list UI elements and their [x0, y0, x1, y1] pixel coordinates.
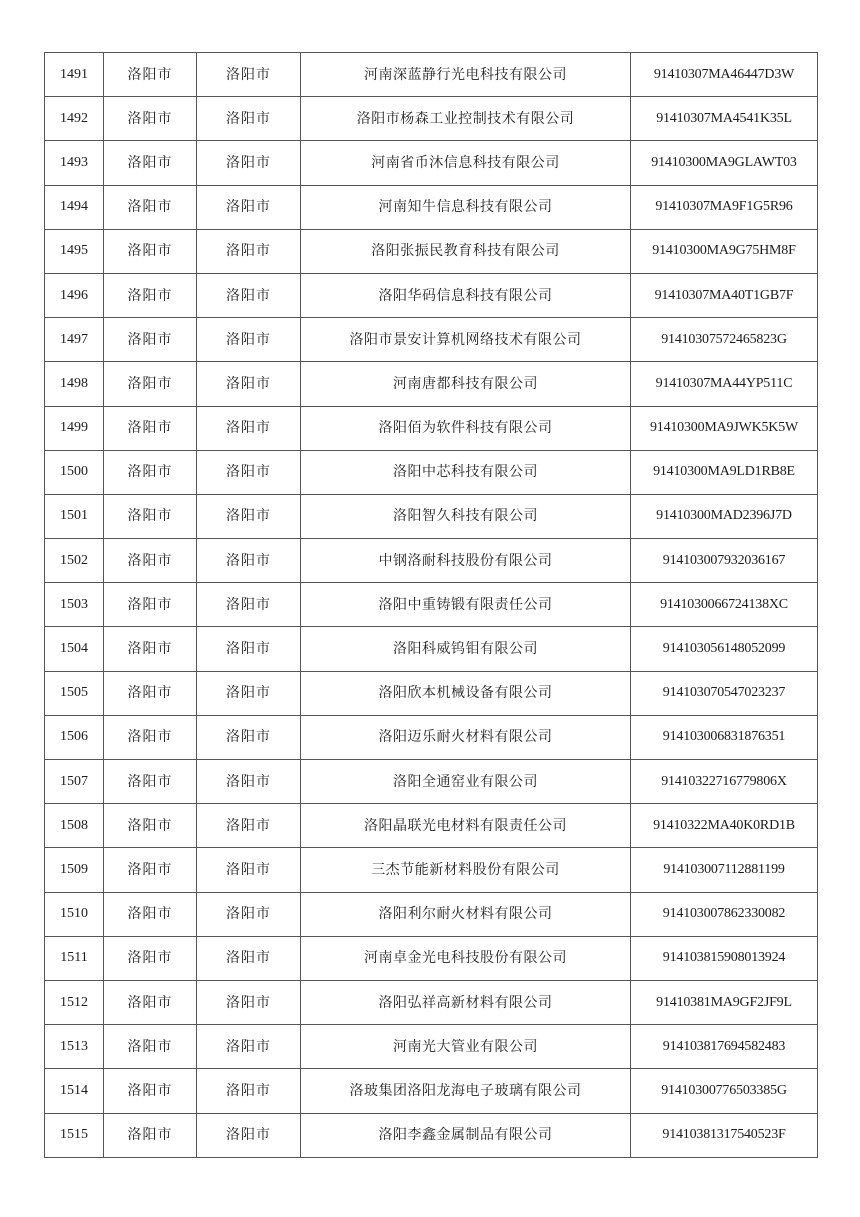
company-name-cell: 洛阳弘祥高新材料有限公司 — [301, 980, 631, 1024]
table-row — [45, 229, 818, 273]
table-row — [45, 450, 818, 494]
credit-code-cell: 91410300MA9G75HM8F — [631, 229, 818, 273]
serial-number-cell: 1509 — [45, 848, 104, 892]
county-cell: 洛阳市 — [197, 1113, 301, 1157]
credit-code-cell: 91410381MA9GF2JF9L — [631, 980, 818, 1024]
serial-number-cell: 1495 — [45, 229, 104, 273]
company-name-cell: 洛阳中芯科技有限公司 — [301, 450, 631, 494]
table-row — [45, 318, 818, 362]
table-row — [45, 141, 818, 185]
serial-number-cell: 1502 — [45, 539, 104, 583]
county-cell: 洛阳市 — [197, 362, 301, 406]
serial-number-cell: 1493 — [45, 141, 104, 185]
city-cell: 洛阳市 — [104, 1113, 197, 1157]
city-cell: 洛阳市 — [104, 406, 197, 450]
credit-code-cell: 91410322MA40K0RD1B — [631, 804, 818, 848]
city-cell: 洛阳市 — [104, 980, 197, 1024]
county-cell: 洛阳市 — [197, 671, 301, 715]
serial-number-cell: 1514 — [45, 1069, 104, 1113]
serial-number-cell: 1510 — [45, 892, 104, 936]
county-cell: 洛阳市 — [197, 494, 301, 538]
serial-number-cell: 1506 — [45, 715, 104, 759]
city-cell: 洛阳市 — [104, 185, 197, 229]
table-row — [45, 936, 818, 980]
city-cell: 洛阳市 — [104, 318, 197, 362]
serial-number-cell: 1515 — [45, 1113, 104, 1157]
company-name-cell: 洛阳全通窑业有限公司 — [301, 760, 631, 804]
credit-code-cell: 91410307MA40T1GB7F — [631, 273, 818, 317]
credit-code-cell: 91410307MA9F1G5R96 — [631, 185, 818, 229]
company-name-cell: 洛阳市景安计算机网络技术有限公司 — [301, 318, 631, 362]
company-registry-table — [44, 52, 818, 1158]
credit-code-cell: 91410307MA44YP511C — [631, 362, 818, 406]
serial-number-cell: 1513 — [45, 1025, 104, 1069]
county-cell: 洛阳市 — [197, 273, 301, 317]
company-name-cell: 三杰节能新材料股份有限公司 — [301, 848, 631, 892]
credit-code-cell: 91410300MAD2396J7D — [631, 494, 818, 538]
county-cell: 洛阳市 — [197, 1025, 301, 1069]
county-cell: 洛阳市 — [197, 539, 301, 583]
credit-code-cell: 91410307MA4541K35L — [631, 97, 818, 141]
serial-number-cell: 1494 — [45, 185, 104, 229]
city-cell: 洛阳市 — [104, 715, 197, 759]
credit-code-cell: 914103817694582483 — [631, 1025, 818, 1069]
county-cell: 洛阳市 — [197, 848, 301, 892]
credit-code-cell: 91410300MA9LD1RB8E — [631, 450, 818, 494]
city-cell: 洛阳市 — [104, 583, 197, 627]
city-cell: 洛阳市 — [104, 229, 197, 273]
county-cell: 洛阳市 — [197, 318, 301, 362]
credit-code-cell: 914103815908013924 — [631, 936, 818, 980]
credit-code-cell: 91410300MA9JWK5K5W — [631, 406, 818, 450]
table-row — [45, 1113, 818, 1157]
county-cell: 洛阳市 — [197, 406, 301, 450]
serial-number-cell: 1499 — [45, 406, 104, 450]
table-row — [45, 804, 818, 848]
county-cell: 洛阳市 — [197, 450, 301, 494]
table-row — [45, 185, 818, 229]
city-cell: 洛阳市 — [104, 494, 197, 538]
table-row — [45, 980, 818, 1024]
company-name-cell: 河南卓金光电科技股份有限公司 — [301, 936, 631, 980]
table-row — [45, 715, 818, 759]
credit-code-cell: 91410322716779806X — [631, 760, 818, 804]
credit-code-cell: 91410307572465823G — [631, 318, 818, 362]
credit-code-cell: 914103007932036167 — [631, 539, 818, 583]
city-cell: 洛阳市 — [104, 627, 197, 671]
city-cell: 洛阳市 — [104, 53, 197, 97]
company-name-cell: 洛玻集团洛阳龙海电子玻璃有限公司 — [301, 1069, 631, 1113]
serial-number-cell: 1507 — [45, 760, 104, 804]
company-name-cell: 洛阳利尔耐火材料有限公司 — [301, 892, 631, 936]
city-cell: 洛阳市 — [104, 892, 197, 936]
credit-code-cell: 9141030066724138XC — [631, 583, 818, 627]
credit-code-cell: 914103006831876351 — [631, 715, 818, 759]
company-name-cell: 洛阳晶联光电材料有限责任公司 — [301, 804, 631, 848]
company-name-cell: 洛阳中重铸锻有限责任公司 — [301, 583, 631, 627]
credit-code-cell: 91410381317540523F — [631, 1113, 818, 1157]
county-cell: 洛阳市 — [197, 627, 301, 671]
serial-number-cell: 1498 — [45, 362, 104, 406]
company-name-cell: 河南省币沐信息科技有限公司 — [301, 141, 631, 185]
city-cell: 洛阳市 — [104, 539, 197, 583]
company-name-cell: 河南知牛信息科技有限公司 — [301, 185, 631, 229]
county-cell: 洛阳市 — [197, 53, 301, 97]
serial-number-cell: 1500 — [45, 450, 104, 494]
city-cell: 洛阳市 — [104, 671, 197, 715]
table-body — [45, 53, 818, 1158]
serial-number-cell: 1504 — [45, 627, 104, 671]
credit-code-cell: 914103056148052099 — [631, 627, 818, 671]
table-row — [45, 53, 818, 97]
city-cell: 洛阳市 — [104, 362, 197, 406]
company-name-cell: 洛阳欣本机械设备有限公司 — [301, 671, 631, 715]
city-cell: 洛阳市 — [104, 936, 197, 980]
city-cell: 洛阳市 — [104, 97, 197, 141]
company-name-cell: 洛阳华码信息科技有限公司 — [301, 273, 631, 317]
credit-code-cell: 914103070547023237 — [631, 671, 818, 715]
table-row — [45, 1025, 818, 1069]
table-row — [45, 848, 818, 892]
serial-number-cell: 1505 — [45, 671, 104, 715]
serial-number-cell: 1508 — [45, 804, 104, 848]
serial-number-cell: 1503 — [45, 583, 104, 627]
company-name-cell: 中钢洛耐科技股份有限公司 — [301, 539, 631, 583]
table-row — [45, 406, 818, 450]
county-cell: 洛阳市 — [197, 229, 301, 273]
table-row — [45, 539, 818, 583]
county-cell: 洛阳市 — [197, 583, 301, 627]
county-cell: 洛阳市 — [197, 892, 301, 936]
table-row — [45, 494, 818, 538]
credit-code-cell: 91410300MA9GLAWT03 — [631, 141, 818, 185]
city-cell: 洛阳市 — [104, 1025, 197, 1069]
serial-number-cell: 1496 — [45, 273, 104, 317]
city-cell: 洛阳市 — [104, 450, 197, 494]
table-row — [45, 760, 818, 804]
county-cell: 洛阳市 — [197, 97, 301, 141]
county-cell: 洛阳市 — [197, 141, 301, 185]
company-name-cell: 洛阳迈乐耐火材料有限公司 — [301, 715, 631, 759]
serial-number-cell: 1497 — [45, 318, 104, 362]
company-name-cell: 洛阳市杨森工业控制技术有限公司 — [301, 97, 631, 141]
company-name-cell: 洛阳佰为软件科技有限公司 — [301, 406, 631, 450]
table-row — [45, 97, 818, 141]
table-row — [45, 1069, 818, 1113]
company-name-cell: 洛阳智久科技有限公司 — [301, 494, 631, 538]
table-row — [45, 892, 818, 936]
table-row — [45, 583, 818, 627]
table-row — [45, 362, 818, 406]
company-name-cell: 洛阳李鑫金属制品有限公司 — [301, 1113, 631, 1157]
city-cell: 洛阳市 — [104, 141, 197, 185]
table-row — [45, 273, 818, 317]
city-cell: 洛阳市 — [104, 804, 197, 848]
company-name-cell: 河南唐都科技有限公司 — [301, 362, 631, 406]
county-cell: 洛阳市 — [197, 760, 301, 804]
credit-code-cell: 91410307MA46447D3W — [631, 53, 818, 97]
credit-code-cell: 914103007862330082 — [631, 892, 818, 936]
county-cell: 洛阳市 — [197, 1069, 301, 1113]
credit-code-cell: 914103007112881199 — [631, 848, 818, 892]
serial-number-cell: 1491 — [45, 53, 104, 97]
city-cell: 洛阳市 — [104, 848, 197, 892]
company-name-cell: 洛阳科威钨钼有限公司 — [301, 627, 631, 671]
serial-number-cell: 1501 — [45, 494, 104, 538]
county-cell: 洛阳市 — [197, 980, 301, 1024]
table-row — [45, 627, 818, 671]
serial-number-cell: 1512 — [45, 980, 104, 1024]
city-cell: 洛阳市 — [104, 273, 197, 317]
county-cell: 洛阳市 — [197, 185, 301, 229]
county-cell: 洛阳市 — [197, 715, 301, 759]
serial-number-cell: 1511 — [45, 936, 104, 980]
county-cell: 洛阳市 — [197, 804, 301, 848]
county-cell: 洛阳市 — [197, 936, 301, 980]
city-cell: 洛阳市 — [104, 1069, 197, 1113]
serial-number-cell: 1492 — [45, 97, 104, 141]
company-name-cell: 洛阳张振民教育科技有限公司 — [301, 229, 631, 273]
table-row — [45, 671, 818, 715]
city-cell: 洛阳市 — [104, 760, 197, 804]
credit-code-cell: 91410300776503385G — [631, 1069, 818, 1113]
company-name-cell: 河南深蓝静行光电科技有限公司 — [301, 53, 631, 97]
company-name-cell: 河南光大管业有限公司 — [301, 1025, 631, 1069]
